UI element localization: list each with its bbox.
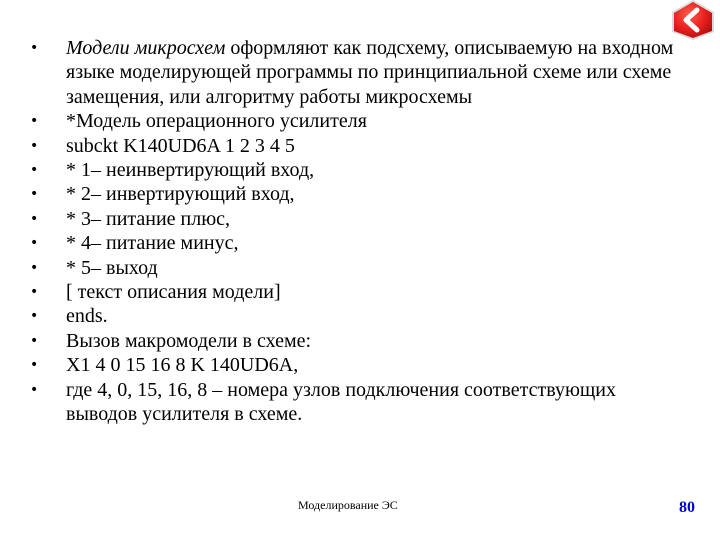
list-item bbox=[30, 134, 690, 158]
item-text: где 4, 0, 15, 16, 8 – номера узлов подключения соответствующих выводов усилителя в схеме. bbox=[66, 378, 616, 426]
list-item bbox=[30, 109, 690, 133]
item-text: X1 4 0 15 16 8 K 140UD6A, bbox=[66, 354, 299, 377]
item-text: *Модель операционного усилителя bbox=[66, 110, 367, 133]
item-text: Вызов макромодели в схеме: bbox=[66, 329, 312, 352]
list-item bbox=[30, 280, 690, 304]
list-item bbox=[30, 231, 690, 255]
chevron-left-icon bbox=[668, 0, 718, 40]
item-text: * 4– питание минус, bbox=[66, 232, 239, 255]
item-text: * 2– инвертирующий вход, bbox=[66, 183, 295, 206]
list-item bbox=[30, 256, 690, 280]
back-button[interactable] bbox=[668, 0, 718, 40]
item-text: * 5– выход bbox=[66, 256, 158, 279]
list-item bbox=[30, 36, 690, 109]
list-item bbox=[30, 378, 690, 427]
italic-term: Модели микросхем bbox=[66, 37, 226, 59]
footer-title: Моделирование ЭС bbox=[298, 498, 398, 512]
item-text: оформляют как подсхему, описываемую на входном языке моделирующей программы по принципиальной схеме или схеме замещения, или алгоритму работы микросхемы bbox=[66, 37, 674, 108]
bullet-list bbox=[30, 36, 690, 427]
item-text: subckt K140UD6A 1 2 3 4 5 bbox=[66, 134, 295, 157]
list-item bbox=[30, 353, 690, 377]
list-item bbox=[30, 158, 690, 182]
page-number: 80 bbox=[679, 499, 695, 516]
item-text: * 1– неинвертирующий вход, bbox=[66, 159, 315, 182]
item-text: * 3– питание плюс, bbox=[66, 207, 231, 230]
item-text: [ текст описания модели] bbox=[66, 281, 281, 304]
item-text: ends. bbox=[66, 305, 108, 328]
list-item bbox=[30, 329, 690, 353]
list-item bbox=[30, 207, 690, 231]
list-item bbox=[30, 304, 690, 328]
list-item bbox=[30, 182, 690, 206]
